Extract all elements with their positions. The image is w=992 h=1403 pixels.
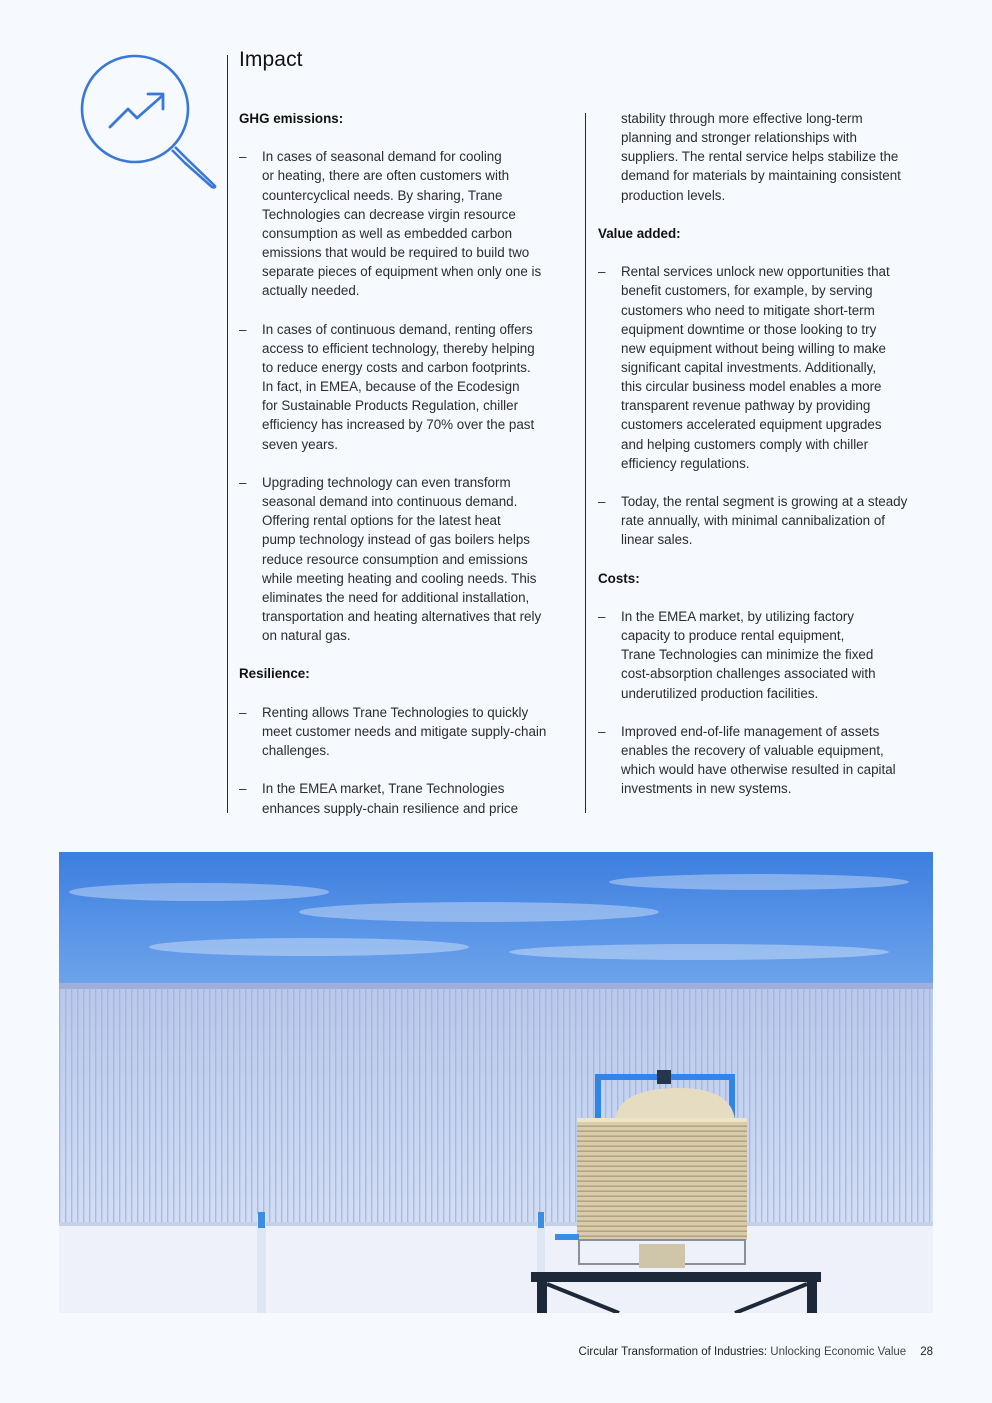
bullet-dash: – <box>239 704 247 720</box>
bullet-text: on natural gas. <box>262 628 351 644</box>
bullet-line <box>239 550 579 569</box>
bullet-line <box>598 262 940 281</box>
bullet-line <box>598 741 940 760</box>
bullet-line <box>598 722 940 741</box>
bullet-line <box>598 684 940 703</box>
bullet-line <box>239 722 579 741</box>
bullet-text: and helping customers comply with chiller <box>621 436 869 452</box>
bullet-line <box>598 645 940 664</box>
bullet-text: transparent revenue pathway by providing <box>621 398 871 414</box>
bullet-text: cost-absorption challenges associated with <box>621 666 876 682</box>
bullet-line <box>239 588 579 607</box>
bullet-line <box>598 415 940 434</box>
bullet-text: Today, the rental segment is growing at a steady <box>621 494 908 510</box>
bullet-line <box>598 377 940 396</box>
bullet-text: investments in new systems. <box>621 781 792 797</box>
bullet-line <box>598 320 940 339</box>
bullet-line <box>239 186 579 205</box>
bullet-line <box>239 396 579 415</box>
bullet-text: access to efficient technology, thereby helping <box>262 340 535 356</box>
bullet-dash: – <box>598 264 606 280</box>
bullet-text: Renting allows Trane Technologies to quickly <box>262 704 529 720</box>
value-bullet-list <box>598 262 940 568</box>
divider-middle <box>585 113 586 813</box>
bullet-dash: – <box>598 608 606 624</box>
bullet-text: Upgrading technology can even transform <box>262 474 511 490</box>
bullet-line <box>239 511 579 530</box>
bullet-text: efficiency regulations. <box>621 455 750 471</box>
bullet-dash: – <box>239 781 247 797</box>
bullet-text: challenges. <box>262 743 330 759</box>
bullet-text: new equipment without being willing to make <box>621 340 886 356</box>
bullet-text: Rental services unlock new opportunities that <box>621 264 890 280</box>
bullet-line <box>598 511 940 530</box>
bullet-line <box>239 320 579 339</box>
bullet-line <box>239 626 579 645</box>
bullet-text: countercyclical needs. By sharing, Trane <box>262 187 503 203</box>
bullet-line <box>598 281 940 300</box>
bullet-line <box>239 147 579 166</box>
magnifier-trend-icon <box>76 52 220 192</box>
bullet-text: enhances supply-chain resilience and price <box>262 800 519 816</box>
bullet-text: In cases of seasonal demand for cooling <box>262 149 502 165</box>
bullet-line <box>598 626 940 645</box>
continued-line: planning and stronger relationships with <box>621 130 857 146</box>
bullet-text: underutilized production facilities. <box>621 685 819 701</box>
bullet-line <box>239 339 579 358</box>
bullet-line <box>239 243 579 262</box>
bullet-dash: – <box>598 494 606 510</box>
bullet-text: benefit customers, for example, by serving <box>621 283 873 299</box>
bullet-line <box>239 415 579 434</box>
bullet-line <box>239 703 579 722</box>
bullet-text: Technologies can decrease virgin resource <box>262 206 516 222</box>
bullet-line <box>598 607 940 626</box>
resilience-bullet-list <box>239 703 579 818</box>
bullet-text: which would have otherwise resulted in capital <box>621 762 896 778</box>
bullet-line <box>598 530 940 549</box>
footer-title-rest: Unlocking Economic Value <box>767 1346 907 1358</box>
bullet-line <box>598 492 940 511</box>
bullet-line <box>239 607 579 626</box>
bullet-line <box>239 435 579 454</box>
bullet-line <box>598 339 940 358</box>
bullet-text: In the EMEA market, Trane Technologies <box>262 781 505 797</box>
bullet-text: transportation and heating alternatives that rely <box>262 609 542 625</box>
bullet-text: meet customer needs and mitigate supply-chain <box>262 723 547 739</box>
cooling-tower-photo <box>59 852 933 1313</box>
bullet-line <box>598 435 940 454</box>
bullet-line <box>239 166 579 185</box>
bullet-text: actually needed. <box>262 283 360 299</box>
bullet-text: reduce resource consumption and emissions <box>262 551 528 567</box>
bullet-text: enables the recovery of valuable equipment, <box>621 743 884 759</box>
bullet-text: Trane Technologies can minimize the fixed <box>621 647 874 663</box>
continued-line: stability through more effective long-term <box>621 111 863 126</box>
bullet-text: customers who need to mitigate short-term <box>621 302 875 318</box>
bullet-text: or heating, there are often customers with <box>262 168 510 184</box>
bullet-text: for Sustainable Products Regulation, chiller <box>262 398 519 414</box>
ghg-heading: GHG emissions: <box>239 111 344 126</box>
bullet-text: customers accelerated equipment upgrades <box>621 417 882 433</box>
bullet-text: In cases of continuous demand, renting offers <box>262 321 533 337</box>
bullet-line <box>239 741 579 760</box>
bullet-text: linear sales. <box>621 532 693 548</box>
bullet-text: this circular business model enables a more <box>621 379 882 395</box>
bullet-dash: – <box>239 149 247 165</box>
bullet-line <box>598 664 940 683</box>
bullet-text: consumption as well as embedded carbon <box>262 225 513 241</box>
left-column <box>239 109 579 818</box>
bullet-text: to reduce energy costs and carbon footprints. <box>262 360 531 375</box>
bullet-text: In the EMEA market, by utilizing factory <box>621 608 854 624</box>
bullet-text: rate annually, with minimal cannibalization of <box>621 513 885 529</box>
bullet-line <box>598 760 940 779</box>
bullet-text: eliminates the need for additional installation, <box>262 589 530 605</box>
bullet-text: significant capital investments. Additionally, <box>621 360 877 375</box>
bullet-line <box>239 281 579 300</box>
divider-left <box>227 55 228 813</box>
continued-line: production levels. <box>621 187 726 203</box>
bullet-dash: – <box>239 474 247 490</box>
bullet-line <box>598 779 940 798</box>
bullet-text: Offering rental options for the latest heat <box>262 513 501 529</box>
bullet-line <box>239 262 579 281</box>
bullet-line <box>598 301 940 320</box>
bullet-line <box>598 396 940 415</box>
bullet-line <box>239 569 579 588</box>
bullet-line <box>598 454 940 473</box>
resilience-heading: Resilience: <box>239 666 310 682</box>
bullet-text: while meeting heating and cooling needs. This <box>262 570 537 586</box>
continued-line: suppliers. The rental service helps stabilize the <box>621 149 899 165</box>
value-added-heading: Value added: <box>598 225 681 241</box>
page-number: 28 <box>920 1346 933 1358</box>
bullet-text: emissions that would be required to build two <box>262 245 530 261</box>
page-footer <box>579 1346 933 1358</box>
ghg-bullet-list <box>239 147 579 664</box>
bullet-dash: – <box>598 723 606 739</box>
bullet-dash: – <box>239 321 247 337</box>
bullet-line <box>239 473 579 492</box>
bullet-text: In fact, in EMEA, because of the Ecodesign <box>262 379 520 395</box>
bullet-line <box>598 358 940 377</box>
bullet-line <box>239 205 579 224</box>
right-column <box>598 109 940 799</box>
bullet-text: seven years. <box>262 436 338 452</box>
bullet-line <box>239 377 579 396</box>
bullet-line <box>239 779 579 798</box>
continued-line: demand for materials by maintaining consistent <box>621 168 901 184</box>
bullet-text: Improved end-of-life management of assets <box>621 723 880 739</box>
bullet-text: equipment downtime or those looking to try <box>621 321 877 337</box>
bullet-text: separate pieces of equipment when only one is <box>262 264 542 280</box>
bullet-line <box>239 224 579 243</box>
bullet-line <box>239 530 579 549</box>
bullet-text: pump technology instead of gas boilers helps <box>262 532 530 548</box>
bullet-text: capacity to produce rental equipment, <box>621 628 845 644</box>
bullet-line <box>239 492 579 511</box>
costs-bullet-list <box>598 607 940 799</box>
footer-title-bold: Circular Transformation of Industries: <box>578 1346 768 1358</box>
bullet-line <box>239 358 579 377</box>
bullet-line <box>239 799 579 818</box>
bullet-text: efficiency has increased by 70% over the past <box>262 417 535 433</box>
page-title: Impact <box>239 48 303 71</box>
bullet-text: seasonal demand into continuous demand. <box>262 494 518 510</box>
costs-heading: Costs: <box>598 570 640 586</box>
continued-text <box>598 109 940 205</box>
